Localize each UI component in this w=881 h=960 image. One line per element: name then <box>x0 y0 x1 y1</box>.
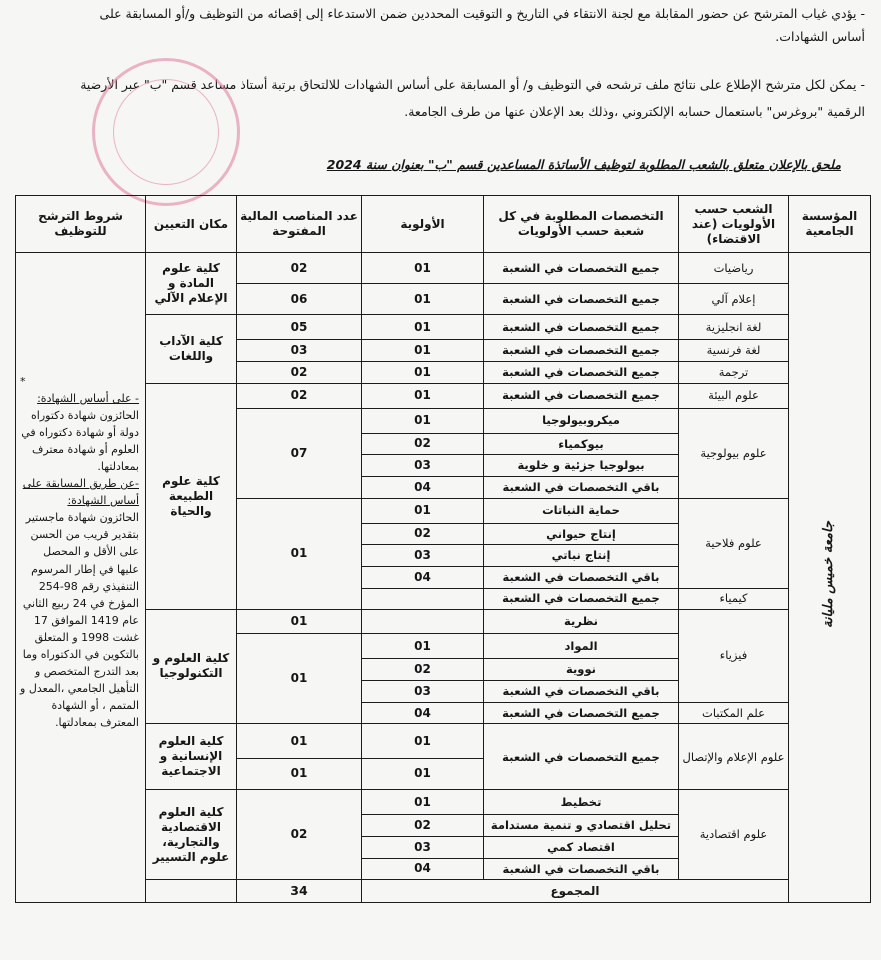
intro-line-3: - يمكن لكل مترشح الإطلاع على نتائج ملف ترشحه في التوظيف و/ أو المسابقة على أساس الشهادات للالتحاق برتبة أستاذ مساعد قسم "ب" عبر الأرضية <box>80 77 865 92</box>
priority-cell: 01 <box>362 790 484 815</box>
positions-cell: 01 <box>237 634 362 724</box>
positions-cell: 03 <box>237 340 362 362</box>
priority-cell: 03 <box>362 455 484 477</box>
priority-cell: 03 <box>362 836 484 858</box>
conditions-text-2: الحائزون شهادة ماجستير بتقدير قريب من الحسن على الأقل و المحصل عليها في إطار المرسوم التنفيذي رقم 98-254 المؤرخ في 24 ربيع الثاني عام 1419 الموافق 17 غشت 1998 و المتعلق بالتكوين في الدكتوراه وما بعد التدرج المتخصص و التأهيل الجامعي ،المعدل و المتمم ، أو الشهادة المعترف بمعادلتها. <box>20 511 139 729</box>
header-priority: الأولوية <box>362 196 484 253</box>
conditions-heading-1: - على أساس الشهادة: <box>37 392 139 406</box>
priority-cell: 03 <box>362 681 484 703</box>
table-header-row <box>16 196 871 253</box>
specialty-cell: جميع التخصصات في الشعبة <box>484 588 679 609</box>
table-row <box>16 253 871 284</box>
branch-bio: علوم بيولوجية <box>679 408 789 498</box>
specialty-cell: جميع التخصصات في الشعبة <box>484 284 679 315</box>
priority-cell: 02 <box>362 659 484 681</box>
priority-cell: 01 <box>362 362 484 384</box>
branch-fr: لغة فرنسية <box>679 340 789 362</box>
specialty-cell: تحليل اقتصادي و تنمية مستدامة <box>484 815 679 837</box>
branch-phys: فيزياء <box>679 609 789 702</box>
priority-cell: 01 <box>362 383 484 408</box>
priority-cell <box>362 609 484 634</box>
specialty-cell: حماية النباتات <box>484 498 679 523</box>
priority-cell: 02 <box>362 433 484 455</box>
header-branch: الشعب حسب الأولويات (عند الاقتضاء) <box>679 196 789 253</box>
positions-cell: 02 <box>237 790 362 880</box>
specialty-cell: المواد <box>484 634 679 659</box>
priority-cell: 04 <box>362 476 484 498</box>
university-cell: جامعة خميس مليانة <box>789 253 871 903</box>
positions-cell: 01 <box>237 758 362 789</box>
place-nature: كلية علوم الطبيعة والحياة <box>146 383 237 609</box>
priority-cell: 01 <box>362 284 484 315</box>
total-value: 34 <box>237 880 362 903</box>
specialty-cell: باقي التخصصات في الشعبة <box>484 681 679 703</box>
branch-tr: ترجمة <box>679 362 789 384</box>
positions-cell: 02 <box>237 253 362 284</box>
positions-cell: 02 <box>237 383 362 408</box>
header-specialties: التخصصات المطلوبة في كل شعبة حسب الأولويات <box>484 196 679 253</box>
branch-math: رياضيات <box>679 253 789 284</box>
priority-cell: 01 <box>362 758 484 789</box>
header-conditions: شروط الترشح للتوظيف <box>16 196 146 253</box>
branch-media: علوم الإعلام والإتصال <box>679 724 789 790</box>
specialty-cell: نظرية <box>484 609 679 634</box>
positions-table <box>15 195 871 903</box>
priority-cell: 01 <box>362 724 484 758</box>
specialty-cell: جميع التخصصات في الشعبة <box>484 340 679 362</box>
conditions-star: * <box>20 375 26 388</box>
branch-cs: إعلام آلي <box>679 284 789 315</box>
specialty-cell: بيولوجيا جزئية و خلوية <box>484 455 679 477</box>
total-blank-cell <box>146 880 237 903</box>
branch-lib: علم المكتبات <box>679 702 789 724</box>
conditions-text-1: الحائزون شهادة دكتوراه دولة أو شهادة دكتوراه في العلوم أو شهادة معترف بمعادلتها. <box>21 409 139 474</box>
intro-line-1: - يؤدي غياب المترشح عن حضور المقابلة مع لجنة الانتقاء في التاريخ و التوقيت المحددين ضمن الاستدعاء إلى إقصائه من التوظيف و/أو المسابقة على <box>99 6 865 21</box>
specialty-cell: اقتصاد كمي <box>484 836 679 858</box>
branch-eco: علوم اقتصادية <box>679 790 789 880</box>
positions-cell: 01 <box>237 724 362 758</box>
positions-cell: 07 <box>237 408 362 498</box>
branch-en: لغة انجليزية <box>679 315 789 340</box>
header-institution: المؤسسة الجامعية <box>789 196 871 253</box>
place-tech: كلية العلوم و التكنولوجيا <box>146 609 237 724</box>
positions-cell: 01 <box>237 609 362 634</box>
positions-cell: 06 <box>237 284 362 315</box>
priority-cell: 04 <box>362 858 484 880</box>
specialty-cell: باقي التخصصات في الشعبة <box>484 566 679 588</box>
priority-cell <box>362 588 484 609</box>
priority-cell: 04 <box>362 702 484 724</box>
intro-line-2: أساس الشهادات. <box>775 29 865 44</box>
priority-cell: 01 <box>362 634 484 659</box>
priority-cell: 01 <box>362 498 484 523</box>
specialty-cell: نووية <box>484 659 679 681</box>
place-matter: كلية علوم المادة و الإعلام الآلي <box>146 253 237 315</box>
branch-chem: كيمياء <box>679 588 789 609</box>
branch-env: علوم البيئة <box>679 383 789 408</box>
priority-cell: 01 <box>362 315 484 340</box>
specialty-cell: جميع التخصصات في الشعبة <box>484 702 679 724</box>
specialty-cell: جميع التخصصات في الشعبة <box>484 362 679 384</box>
conditions-heading-2: -عن طريق المسابقة على أساس الشهادة: <box>22 477 139 508</box>
specialty-cell: جميع التخصصات في الشعبة <box>484 724 679 790</box>
specialty-cell: باقي التخصصات في الشعبة <box>484 858 679 880</box>
positions-cell: 05 <box>237 315 362 340</box>
place-letters: كلية الآداب واللغات <box>146 315 237 383</box>
specialty-cell: جميع التخصصات في الشعبة <box>484 315 679 340</box>
positions-cell: 02 <box>237 362 362 384</box>
priority-cell: 01 <box>362 408 484 433</box>
specialty-cell: جميع التخصصات في الشعبة <box>484 253 679 284</box>
priority-cell: 01 <box>362 253 484 284</box>
branch-agri: علوم فلاحية <box>679 498 789 588</box>
place-humanities: كلية العلوم الإنسانية و الاجتماعية <box>146 724 237 790</box>
total-label: المجموع <box>362 880 789 903</box>
header-place: مكان التعيين <box>146 196 237 253</box>
positions-cell: 01 <box>237 498 362 609</box>
place-economics: كلية العلوم الاقتصادية والتجارية، علوم التسيير <box>146 790 237 880</box>
specialty-cell: إنتاج حيواني <box>484 523 679 545</box>
priority-cell: 02 <box>362 815 484 837</box>
priority-cell: 04 <box>362 566 484 588</box>
specialty-cell: إنتاج نباتي <box>484 545 679 567</box>
priority-cell: 03 <box>362 545 484 567</box>
specialty-cell: بيوكمياء <box>484 433 679 455</box>
specialty-cell: باقي التخصصات في الشعبة <box>484 476 679 498</box>
intro-line-4: الرقمية "بروغرس" باستعمال حسابه الإلكتروني ،وذلك بعد الإعلان عنها من طرف الجامعة. <box>404 104 865 119</box>
priority-cell: 02 <box>362 523 484 545</box>
specialty-cell: جميع التخصصات في الشعبة <box>484 383 679 408</box>
specialty-cell: تخطيط <box>484 790 679 815</box>
specialty-cell: ميكروبيولوجيا <box>484 408 679 433</box>
annex-title: ملحق بالإعلان متعلق بالشعب المطلوبة لتوظيف الأساتذة المساعدين قسم "ب" بعنوان سنة 2024 <box>326 157 841 172</box>
header-positions: عدد المناصب المالية المفتوحة <box>237 196 362 253</box>
conditions-cell <box>16 253 146 903</box>
priority-cell: 01 <box>362 340 484 362</box>
